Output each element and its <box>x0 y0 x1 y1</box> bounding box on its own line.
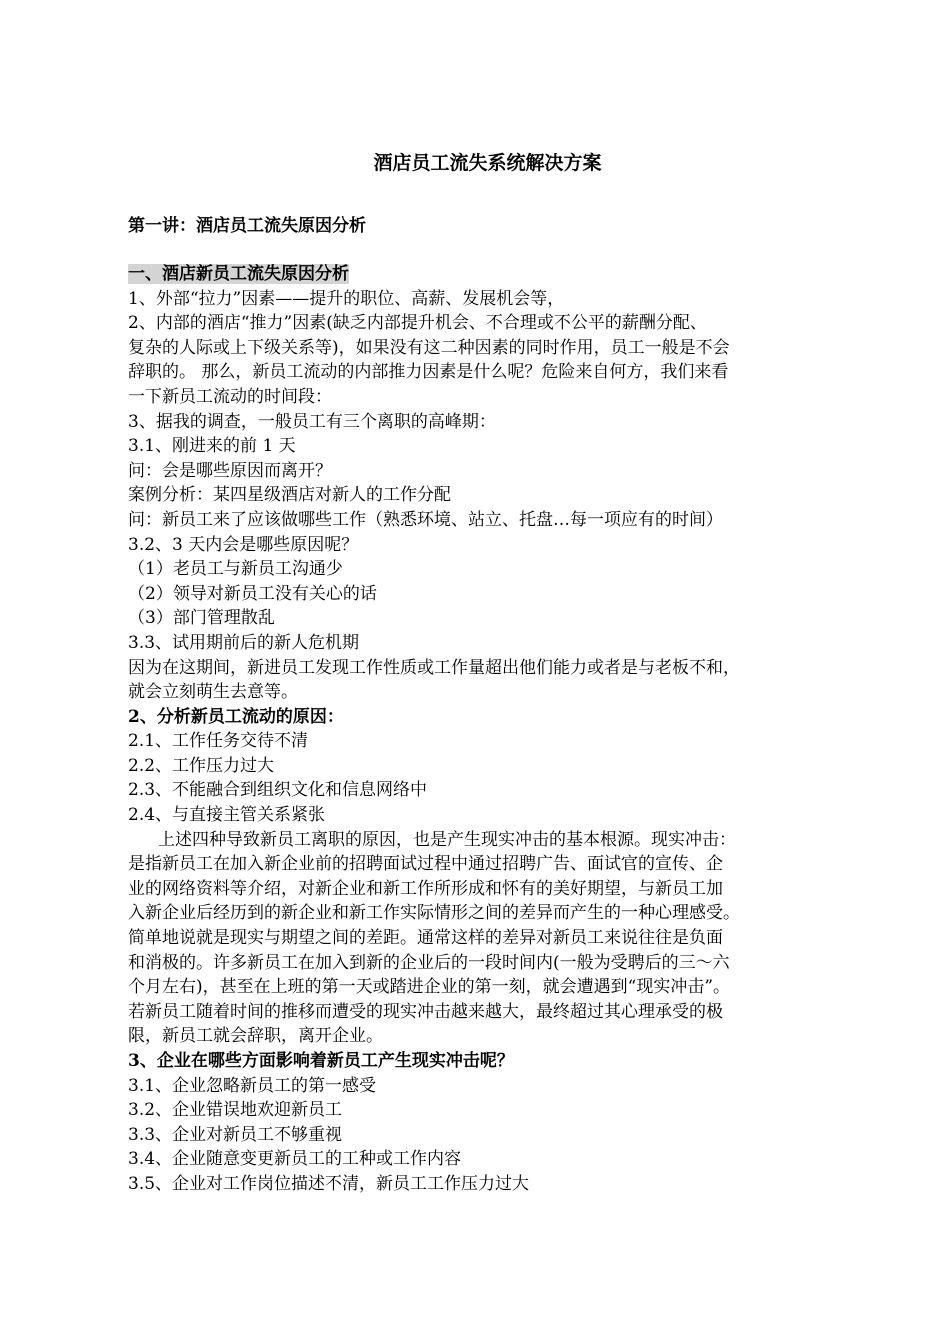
paragraph-line: 3.1、企业忽略新员工的第一感受 <box>128 1075 377 1096</box>
paragraph-line: 2.3、不能融合到组织文化和信息网络中 <box>128 780 428 801</box>
paragraph-line: 3.1、刚进来的前 1 天 <box>128 436 296 457</box>
paragraph-line: 辞职的。 那么，新员工流动的内部推力因素是什么呢？危险来自何方，我们来看 <box>128 362 729 383</box>
paragraph-line: 1、外部“拉力”因素——提升的职位、高薪、发展机会等， <box>128 288 565 309</box>
paragraph-line: 3、据我的调查，一般员工有三个离职的高峰期： <box>128 411 496 432</box>
paragraph-line: 3.3、试用期前后的新人危机期 <box>128 632 360 653</box>
paragraph-line: 案例分析：某四星级酒店对新人的工作分配 <box>128 485 451 506</box>
document-title: 酒店员工流失系统解决方案 <box>373 152 602 174</box>
paragraph-line: 3.2、企业错误地欢迎新员工 <box>128 1100 343 1121</box>
document-body <box>128 262 868 1197</box>
paragraph-line: 因为在这期间，新进员工发现工作性质或工作量超出他们能力或者是与老板不和， <box>128 657 740 678</box>
paragraph-line: 问：新员工来了应该做哪些工作（熟悉环境、站立、托盘…每一项应有的时间） <box>128 509 723 530</box>
paragraph-line: 简单地说就是现实与期望之间的差距。通常这样的差异对新员工来说往往是负面 <box>128 928 723 949</box>
paragraph-line: 若新员工随着时间的推移而遭受的现实冲击越来越大，最终超过其心理承受的极 <box>128 1001 723 1022</box>
paragraph-line: 入新企业后经历到的新企业和新工作实际情形之间的差异而产生的一种心理感受。 <box>128 903 740 924</box>
paragraph-line: 业的网络资料等介绍，对新企业和新工作所形成和怀有的美好期望，与新员工加 <box>128 878 723 899</box>
paragraph-line: 3.3、企业对新员工不够重视 <box>128 1124 343 1145</box>
paragraph-line: 2、内部的酒店“推力”因素(缺乏内部提升机会、不合理或不公平的薪酬分配、 <box>128 313 707 334</box>
paragraph-line: 上述四种导致新员工离职的原因，也是产生现实冲击的基本根源。现实冲击： <box>158 829 736 850</box>
paragraph-line: 限，新员工就会辞职，离开企业。 <box>128 1026 383 1047</box>
paragraph-line: 个月左右)，甚至在上班的第一天或踏进企业的第一刻，就会遭遇到“现实冲击”。 <box>128 977 731 998</box>
section-heading <box>128 262 868 287</box>
subsection-heading: 3、企业在哪些方面影响着新员工产生现实冲击呢？ <box>128 1051 514 1071</box>
paragraph-line: 2.2、工作压力过大 <box>128 755 275 776</box>
paragraph-line: （3）部门管理散乱 <box>128 608 275 629</box>
paragraph-line: 问：会是哪些原因而离开？ <box>128 460 332 481</box>
paragraph-line: 3.5、企业对工作岗位描述不清，新员工工作压力过大 <box>128 1173 530 1194</box>
paragraph-line: 是指新员工在加入新企业前的招聘面试过程中通过招聘广告、面试官的宣传、企 <box>128 854 723 875</box>
paragraph-line: 一下新员工流动的时间段： <box>128 386 332 407</box>
paragraph-line: （1）老员工与新员工沟通少 <box>128 559 343 580</box>
paragraph-line: 2.4、与直接主管关系紧张 <box>128 805 326 826</box>
paragraph-line: 和消极的。许多新员工在加入到新的企业后的一段时间内(一般为受聘后的三～六 <box>128 952 730 973</box>
paragraph-line: 2.1、工作任务交待不清 <box>128 731 309 752</box>
paragraph-line: 3.4、企业随意变更新员工的工种或工作内容 <box>128 1149 462 1170</box>
subsection-heading: 2、分析新员工流动的原因： <box>128 706 344 727</box>
lecture-title: 第一讲：酒店员工流失原因分析 <box>128 216 366 236</box>
paragraph-line: 复杂的人际或上下级关系等)，如果没有这二种因素的同时作用，员工一般是不会 <box>128 337 730 358</box>
paragraph-line: （2）领导对新员工没有关心的话 <box>128 583 377 604</box>
paragraph-line: 就会立刻萌生去意等。 <box>128 682 298 703</box>
section-heading-text: 一、酒店新员工流失原因分析 <box>128 264 349 284</box>
paragraph-line: 3.2、3 天内会是哪些原因呢？ <box>128 534 359 555</box>
